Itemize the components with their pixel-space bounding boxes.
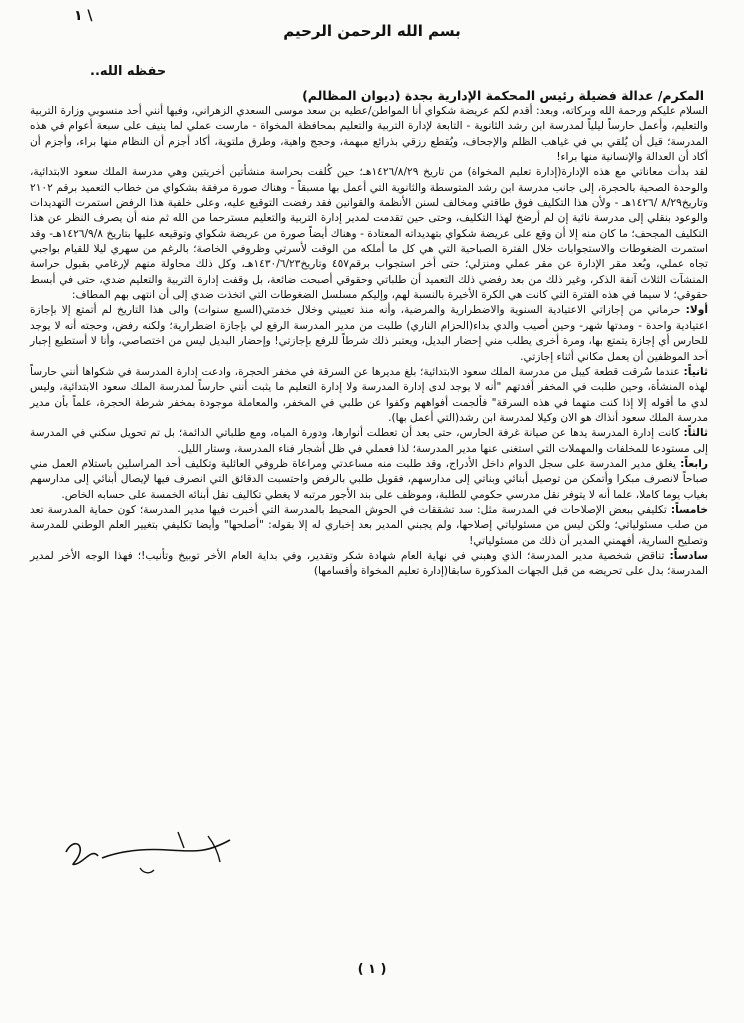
point-text: يغلق مدير المدرسة على سجل الدوام داخل الأدراج، وقد طلبت منه مساعدتي ومراعاة ظروفي العائلية وتكليف أحد المراسلين باستلام العمل مني صباحاً لانصرف مبكرا وأتمكن من توصيل أبنائي وبناتي إلى مدارسهم، فقوبل طلبي بالرفض واحتسبت الدقائق التي انصرف فيها لإيصال أبنائي إلى مدارسهم بغياب يوما كاملا، علما أنه لا يتوفر نقل مدرسي حكومي للطلبة، وموظف على بند الأجور مرتبه لا يغطي تكاليف نقل أبنائه الخمسة على حسابه الخاص.: [30, 457, 708, 501]
point-label: رابعاً:: [680, 457, 708, 470]
point-label: أولا:: [685, 304, 708, 317]
page-number: ( ١ ): [357, 962, 387, 977]
point-text: عندما سُرقت قطعة كيبل من مدرسة الملك سعود الابتدائية؛ بلغ مديرها عن السرقة في مخفر الحجرة، وادعت إدارة المدرسة في شكواها أنني حارساً لهذه المنشأة، وحين طلبت في المخفر أفدتهم "أنه لا يوجد لدى إدارة المدرسة ولا إدارة التعليم ما يثبت أنني حارساً لمدرسة الملك سعود الابتدائية، وليس لدي ما أقوله إلا إذا كنت متهما في هذه السرقة" فألجمت أفواههم وكفوا عن طلبي في المخفر، والمعاملة موجودة بمخفر شرطة الحجرة، علماً بأن مدير مدرسة الملك سعود أنذاك هو الان وكيلا لمدرسة ابن رشد(التي أعمل بها).: [30, 365, 708, 424]
point-third: [30, 426, 708, 457]
point-text: تكليفي ببعض الإصلاحات في المدرسة مثل: سد تشققات في الحوش المحيط بالمدرسة التي أخبرت فيها مدير المدرسة؛ كون حماية المدرسة تعد من صلب مسئولياتي؛ ولكن ليس من مسئولياتي إصلاحها، ولم يجبني المدير بعد إخباري له إلا بقوله: "أصلحها" وأيضا تكليفي بتغيير العلم الوطني للمدرسة وتصليح السارية، أفهمني المدير أن ذلك من مسئولياتي!: [30, 503, 708, 547]
point-label: ثانياً:: [683, 365, 708, 378]
point-fifth: [30, 503, 708, 549]
point-first: [30, 303, 708, 364]
point-label: ثالثاً:: [683, 427, 708, 440]
background-paragraph: لقد بدأت معاناتي مع هذه الإدارة(إدارة تعليم المخواة) من تاريخ ١٤٢٦/٨/٢٩هـ؛ حين كُلفت بحراسة منشأتين أخريتين وهي مدرسة الملك سعود الابتدائية، والوحدة الصحية بالحجرة، إلى جانب مدرسة ابن رشد المتوسطة والثانوية التي أعمل بها مسبقاً - وهناك صورة مرفقة بشكواي من خطاب التعميد برقم ٢١٠٢ وتاريخ٨/٢٩ /١٤٢٦هـ - ولأن هذا التكليف فوق طاقتي ومخالف لسنن الأنظمة والقوانين فقد رفضت التوقيع عليه، وعلى خلفية هذا الرفض استمرت التهديدات والوعود بنقلي إلى مدرسة نائية إن لم أرضخ لهذا التكليف، وحتى حين تقدمت لمدير إدارة التربية والتعليم مسترحما من الله ثم منه أن يصرف النظر عن هذا التكليف المجحف؛ ما كان منه إلا أن وقع على عريضة شكواي بتهديداته المعتادة - وهناك أيضاً صورة من عريضة شكواي وتوقيعه عليها بتاريخ ١٤٢٦/٩/٨هـ- وقد استمرت الضغوطات والاستجوابات خلال الفترة الصباحية التي هي كل ما أملكه من الوقت لأسرتي وظروفي الخاصة؛ بالرغم من سهري ليلا للقيام بواجبي تجاه عملي، وبُعد مقر الإدارة عن مقر عملي ومنزلي؛ حتى أخر استجواب برقم٤٥٧ وتاريخ١٤٣٠/٦/٢٣هـ، وكل ذلك محاولة منهم لإرغامي بقبول حراسة المنشآت الثلاث آنفة الذكر، وغير ذلك من بعد رفضي ذلك التعميد أن طلباتي وحقوقي أصبحت ضائعة، بل وقفت إدارة التربية والتعليم ضدي، حتى في أبسط حقوقي؛ لا سيما في هذه الفترة التي كانت هي الكرة الأخيرة بالنسبة لهم، وإليكم مسلسل الضغوطات التي اتخذت ضدي إلى أن انتهى بهم المطاف:: [30, 166, 709, 302]
point-text: كانت إدارة المدرسة يدها عن صيانة غرفة الحارس، حتى بعد أن تعطلت أنوارها، ودورة المياه، ومع طلباتي الدائمة؛ بل تم تحويل سكني في المدرسة إلى مستودعا للمخلفات والمهملات التي استغنى عنها مدير المدرسة؛ لذا فعملي في ظل أشجار فناء المدرسة، وستار الليل.: [30, 427, 708, 455]
greeting-line: حفظه الله..: [90, 64, 167, 79]
addressee-line: المكرم/ عدالة فضيلة رئيس المحكمة الإدارية بجدة (ديوان المظالم): [302, 88, 704, 103]
point-second: [30, 365, 708, 426]
handwritten-signature: [58, 822, 248, 882]
point-text: حرماني من إجازاتي الاعتيادية السنوية والاضطرارية والمرضية، وأنه منذ تعييني وخلال خدمتي(السبع سنوات) والى هذا التاريخ لم أتمتع إلا بإجازة اعتيادية واحدة - ومدتها شهر- وحين أصيب والدي بداء(الحزام الناري) طلبت من مدير المدرسة الرفع لي بإجازة اضطرارية؛ ولكنه رفض، وحجته أنه لا يوجد للحارس أي إجازة يتمتع بها، ومرة أخرى يطلب مني إحضار البديل، ويعتبر ذلك شرطاً للرفع بإجازتي! وإحضار البديل ليس من اختصاصي، وأنا لا أستطيع إجبار أحد الموظفين أن يعمل مكاني أثناء إجازتي.: [30, 304, 708, 363]
point-label: خامساً:: [670, 503, 708, 516]
intro-paragraph: السلام عليكم ورحمة الله وبركاته، وبعد: أقدم لكم عريضة شكواي أنا المواطن/عطيه بن سعد موسى السعدي الزهراني، وفيها أنني أحد منسوبي وزارة التربية والتعليم، وأعمل حارساً ليلياً لمدرسة ابن رشد الثانوية - التابعة لإدارة التربية والتعليم بمحافظة المخواة - مارست عملي لما ينيف على سبعة أعوام في هذه المدرسة؛ قيل أن يُلقي بي في غياهب الظلم والإجحاف، ويُقطع رزقي بذرائع مبهمة، وحجج واهية، وطرق ملتوية، أكاد أجزم أن النظام منها براء، وأجزم أن أكاد أن العدالة والإنسانية منها براء!: [30, 105, 708, 164]
point-label: سادساً:: [669, 549, 708, 562]
corner-mark: ١ \: [74, 8, 93, 24]
point-fourth: [30, 457, 708, 503]
point-text: تناقض شخصية مدير المدرسة؛ الذي وهبني في نهاية العام شهادة شكر وتقدير، وفي بداية العام الأخر توبيخ وتأنيب!؛ فهذا الوجه الأخر لمدير المدرسة؛ بدل على تحريضه من قبل الجهات المذكورة سابقا(إدارة تعليم المخواة وأقسامها): [30, 549, 708, 578]
point-sixth: [30, 549, 708, 580]
basmala-heading: بسم الله الرحمن الرحيم: [283, 22, 461, 40]
letter-body: [30, 104, 708, 580]
